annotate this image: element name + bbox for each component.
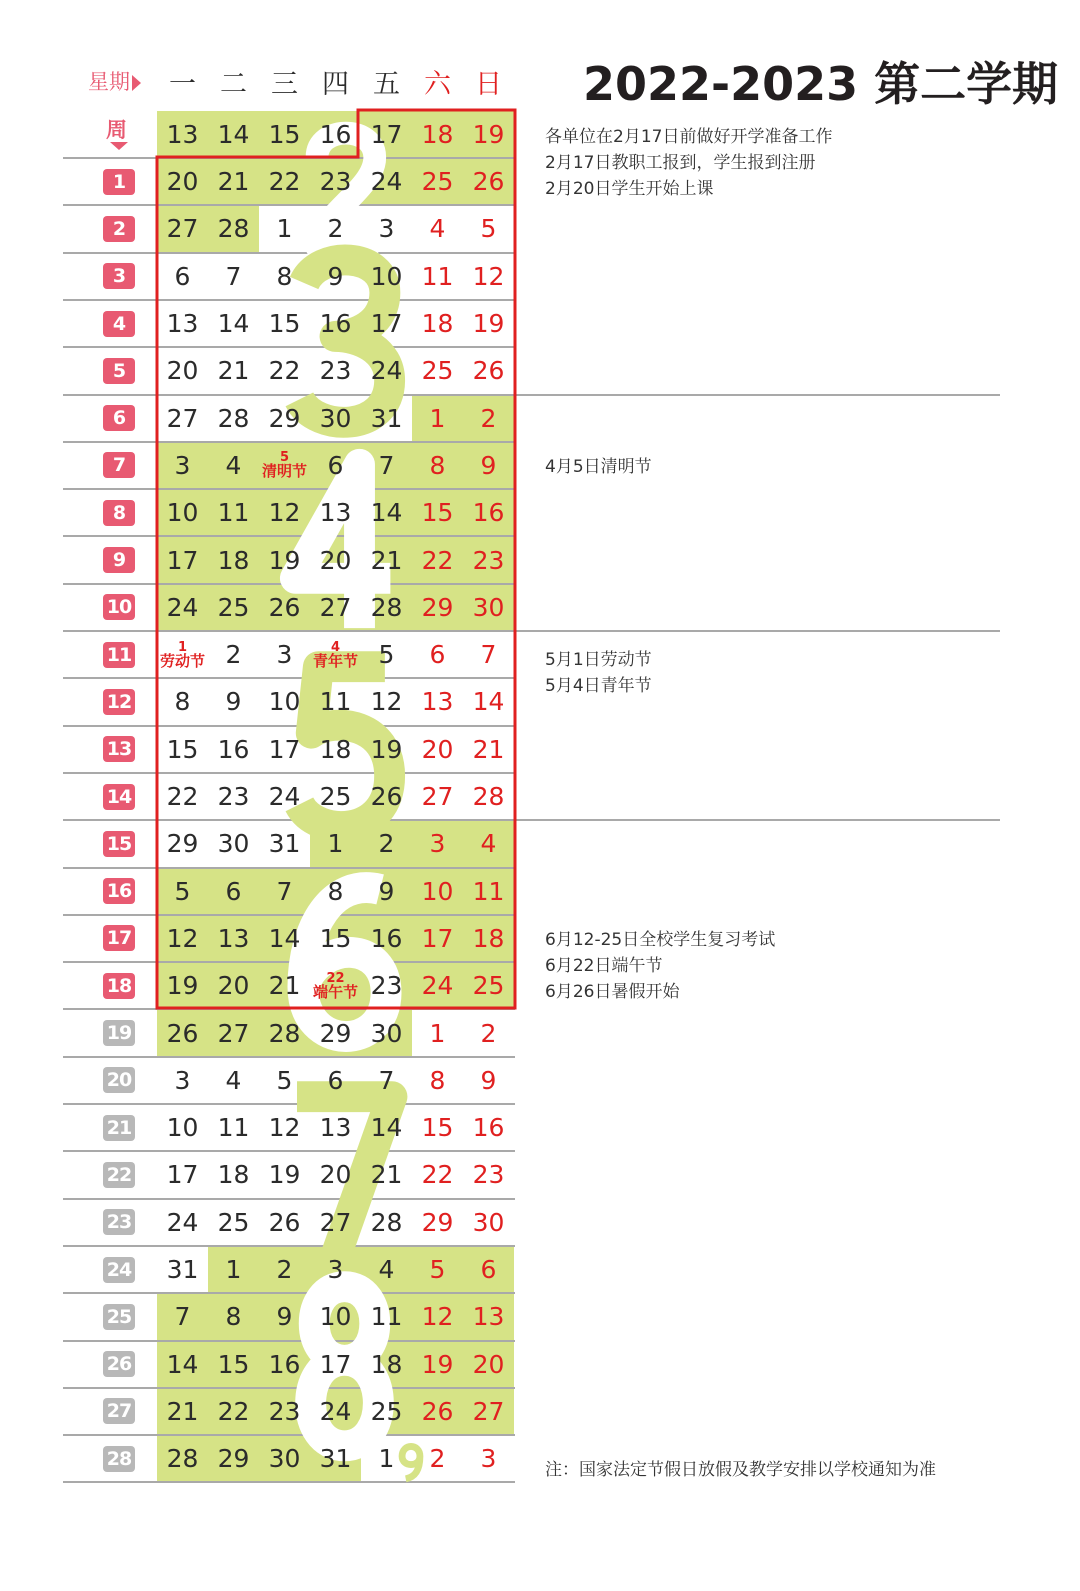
day-cell: 10 [166,498,199,528]
day-cell: 17 [268,734,301,764]
day-cell: 30 [319,403,352,433]
weekday-mon: 一 [169,69,196,100]
day-cell: 13 [319,498,352,528]
day-cell: 12 [370,687,403,717]
day-cell: 8 [276,261,293,291]
notes-may [545,647,652,699]
notes-apr [545,454,652,480]
day-cell: 10 [166,1113,199,1143]
footer-note: 注：国家法定节假日放假及教学安排以学校通知为准 [545,1460,936,1480]
day-cell: 5 [429,1255,446,1285]
weekday-thu: 四 [322,69,349,100]
day-cell: 29 [421,1207,454,1237]
day-cell: 25 [217,592,250,622]
day-cell: 20 [319,1160,352,1190]
day-cell: 10 [319,1302,352,1332]
week-number-badge: 17 [103,925,135,951]
holiday-day: 1 [177,639,188,655]
day-cell: 23 [472,1160,505,1190]
weekday-tue: 二 [220,69,247,100]
day-cell: 2 [429,1444,446,1474]
day-cell: 3 [276,640,293,670]
page-title: 2022-2023 第二学期 [583,57,1059,111]
day-cell: 17 [166,1160,199,1190]
day-cell: 3 [429,829,446,859]
day-cell: 30 [217,829,250,859]
day-cell: 3 [174,450,191,480]
day-cell: 9 [480,450,497,480]
day-cell: 5 [276,1065,293,1095]
day-cell: 19 [166,971,199,1001]
day-cell: 29 [217,1444,250,1474]
weekday-wed: 三 [271,69,298,100]
day-cell: 10 [370,261,403,291]
holiday-day: 4 [330,639,341,655]
day-cell: 15 [421,1113,454,1143]
weekday-sat: 六 [424,69,451,100]
day-cell: 31 [166,1255,199,1285]
day-cell: 19 [421,1349,454,1379]
day-cell: 8 [174,687,191,717]
day-cell: 7 [378,1065,395,1095]
day-cell: 13 [319,1113,352,1143]
day-cell: 1 [327,829,344,859]
day-cell: 28 [217,214,250,244]
week-number-badge: 25 [103,1304,135,1330]
day-cell: 20 [166,356,199,386]
note-line: 2月17日教职工报到，学生报到注册 [545,153,816,173]
note-line: 各单位在2月17日前做好开学准备工作 [545,127,833,147]
week-number-badge: 13 [103,736,135,762]
day-cell: 21 [370,1160,403,1190]
day-cell: 6 [480,1255,497,1285]
day-cell: 3 [174,1065,191,1095]
day-cell: 17 [370,120,403,149]
day-cell: 16 [319,120,352,149]
day-cell: 28 [370,1207,403,1237]
day-cell: 21 [472,734,505,764]
day-cell: 18 [217,545,250,575]
day-cell: 10 [421,876,454,906]
day-cell: 20 [472,1349,505,1379]
day-cell: 13 [421,687,454,717]
triangle-down-icon [110,142,128,150]
day-cell: 4 [480,829,497,859]
day-cell: 26 [472,356,505,386]
note-line: 6月12-25日全校学生复习考试 [545,930,776,950]
day-cell: 19 [472,309,505,339]
day-cell: 4 [225,1065,242,1095]
day-cell: 9 [327,261,344,291]
day-cell: 6 [327,450,344,480]
week-number-badge: 22 [103,1162,135,1188]
day-cell: 20 [421,734,454,764]
day-cell: 19 [370,734,403,764]
day-cell: 4 [429,214,446,244]
day-cell: 14 [268,923,301,953]
day-cell: 14 [370,498,403,528]
day-cell: 18 [472,923,505,953]
day-cell: 25 [370,1396,403,1426]
note-line: 6月22日端午节 [545,956,663,976]
day-cell: 2 [327,214,344,244]
day-cell: 25 [472,971,505,1001]
day-cell: 15 [268,120,301,149]
day-cell: 13 [472,1302,505,1332]
week-number-badge: 21 [103,1115,135,1141]
day-cell: 6 [429,640,446,670]
day-cell: 15 [217,1349,250,1379]
day-cell: 13 [166,120,199,149]
day-cell: 9 [480,1065,497,1095]
day-cell: 17 [370,309,403,339]
day-cell: 21 [166,1396,199,1426]
holiday-cell [310,962,361,1009]
day-cell: 14 [166,1349,199,1379]
day-cell: 18 [421,120,454,149]
day-cell: 2 [480,1018,497,1048]
day-cell: 24 [319,1396,352,1426]
day-cell: 16 [217,734,250,764]
day-cell: 3 [327,1255,344,1285]
day-cell: 27 [319,592,352,622]
day-cell: 18 [319,734,352,764]
notes-feb [545,124,832,202]
weekday-fri: 五 [373,69,400,100]
holiday-cell [259,442,310,489]
note-line: 5月4日青年节 [545,676,652,696]
week-number-badge: 27 [103,1398,135,1424]
week-number-badge: 19 [103,1020,135,1046]
day-cell: 4 [225,450,242,480]
week-number-badge: 5 [103,358,135,384]
note-line: 5月1日劳动节 [545,650,652,670]
week-number-badge: 18 [103,973,135,999]
week-number-badge: 9 [103,547,135,573]
day-cell: 24 [166,1207,199,1237]
day-cell: 19 [268,1160,301,1190]
day-cell: 24 [370,167,403,197]
day-cell: 7 [378,450,395,480]
day-cell: 22 [268,167,301,197]
week-number-badge: 11 [103,642,135,668]
day-cell: 15 [421,498,454,528]
day-cell: 30 [472,592,505,622]
day-cell: 5 [480,214,497,244]
day-cell: 3 [480,1444,497,1474]
day-cell: 17 [421,923,454,953]
day-cell: 25 [319,782,352,812]
day-cell: 26 [472,167,505,197]
day-cell: 30 [370,1018,403,1048]
day-cell: 16 [472,1113,505,1143]
day-cell: 30 [268,1444,301,1474]
day-cell: 1 [429,1018,446,1048]
day-cell: 28 [217,403,250,433]
day-cell: 2 [378,829,395,859]
day-cell: 26 [268,592,301,622]
day-cell: 27 [472,1396,505,1426]
day-cell: 17 [319,1349,352,1379]
day-cell: 11 [217,1113,250,1143]
day-cell: 17 [166,545,199,575]
holiday-day: 22 [326,970,345,986]
day-cell: 14 [217,309,250,339]
day-cell: 8 [429,1065,446,1095]
day-cell: 21 [370,545,403,575]
week-number-badge: 16 [103,878,135,904]
day-cell: 24 [421,971,454,1001]
day-cell: 22 [268,356,301,386]
day-cell: 20 [217,971,250,1001]
day-cell: 11 [319,687,352,717]
day-cell: 10 [268,687,301,717]
holiday-name: 劳动节 [159,651,205,670]
day-cell: 7 [225,261,242,291]
day-cell: 8 [225,1302,242,1332]
day-cell: 31 [268,829,301,859]
day-cell: 21 [217,356,250,386]
day-cell: 5 [378,640,395,670]
day-cell: 22 [217,1396,250,1426]
day-cell: 25 [421,356,454,386]
week-number-badge: 8 [103,500,135,526]
day-cell: 7 [480,640,497,670]
day-cell: 9 [276,1302,293,1332]
day-cell: 14 [472,687,505,717]
day-cell: 29 [421,592,454,622]
day-cell: 9 [378,876,395,906]
week-number-badge: 3 [103,263,135,289]
day-cell: 7 [174,1302,191,1332]
day-cell: 25 [421,167,454,197]
week-column-label: 周 [106,118,127,142]
holiday-cell [310,631,361,678]
day-cell: 30 [472,1207,505,1237]
weekday-label [88,66,141,96]
day-cell: 9 [225,687,242,717]
day-cell: 23 [472,545,505,575]
day-cell: 15 [166,734,199,764]
day-cell: 12 [421,1302,454,1332]
day-cell: 2 [276,1255,293,1285]
day-cell: 2 [480,403,497,433]
day-cell: 23 [217,782,250,812]
day-cell: 28 [268,1018,301,1048]
holiday-name: 端午节 [312,982,358,1001]
day-cell: 1 [378,1444,395,1474]
day-cell: 27 [217,1018,250,1048]
week-number-badge: 6 [103,405,135,431]
day-cell: 29 [166,829,199,859]
day-cell: 13 [217,923,250,953]
day-cell: 23 [319,167,352,197]
day-cell: 12 [472,261,505,291]
day-cell: 7 [276,876,293,906]
week-number-badge: 23 [103,1209,135,1235]
day-cell: 12 [268,498,301,528]
day-cell: 25 [217,1207,250,1237]
day-cell: 16 [319,309,352,339]
day-cell: 1 [429,403,446,433]
day-cell: 1 [225,1255,242,1285]
day-cell: 8 [429,450,446,480]
week-number-badge: 12 [103,689,135,715]
day-cell: 23 [370,971,403,1001]
holiday-name: 青年节 [312,651,358,670]
day-cell: 14 [370,1113,403,1143]
day-cell: 4 [378,1255,395,1285]
day-cell: 23 [319,356,352,386]
day-cell: 18 [217,1160,250,1190]
notes-jun [545,927,775,1005]
day-cell: 27 [319,1207,352,1237]
note-line: 4月5日清明节 [545,457,652,477]
day-cell: 19 [268,545,301,575]
day-cell: 23 [268,1396,301,1426]
day-cell: 15 [268,309,301,339]
day-cell: 1 [276,214,293,244]
week-number-badge: 4 [103,311,135,337]
day-cell: 20 [166,167,199,197]
day-cell: 16 [268,1349,301,1379]
day-cell: 3 [378,214,395,244]
week-number-badge: 7 [103,452,135,478]
note-line: 6月26日暑假开始 [545,982,680,1002]
day-cell: 28 [166,1444,199,1474]
holiday-cell [157,631,208,678]
day-cell: 26 [166,1018,199,1048]
day-cell: 22 [421,1160,454,1190]
week-number-badge: 20 [103,1067,135,1093]
day-cell: 20 [319,545,352,575]
day-cell: 28 [370,592,403,622]
day-cell: 22 [166,782,199,812]
day-cell: 11 [421,261,454,291]
week-number-badge: 14 [103,784,135,810]
day-cell: 16 [370,923,403,953]
week-number-badge: 1 [103,169,135,195]
day-cell: 16 [472,498,505,528]
week-number-badge: 2 [103,216,135,242]
day-cell: 6 [225,876,242,906]
day-cell: 15 [319,923,352,953]
day-cell: 14 [217,120,250,149]
day-cell: 31 [370,403,403,433]
day-cell: 12 [166,923,199,953]
day-cell: 8 [327,876,344,906]
day-cell: 5 [174,876,191,906]
day-cell: 28 [472,782,505,812]
week-number-badge: 15 [103,831,135,857]
note-line: 2月20日学生开始上课 [545,179,714,199]
day-cell: 24 [166,592,199,622]
day-cell: 18 [421,309,454,339]
day-cell: 19 [472,120,505,149]
day-cell: 6 [174,261,191,291]
weekday-label-text: 星期 [88,70,130,94]
day-cell: 31 [319,1444,352,1474]
day-cell: 26 [268,1207,301,1237]
day-cell: 29 [319,1018,352,1048]
day-cell: 26 [370,782,403,812]
day-cell: 21 [268,971,301,1001]
day-cell: 24 [370,356,403,386]
day-cell: 18 [370,1349,403,1379]
day-cell: 22 [421,545,454,575]
holiday-name: 清明节 [261,462,307,481]
weekday-sun: 日 [475,69,502,100]
day-cell: 27 [166,214,199,244]
day-cell: 6 [327,1065,344,1095]
week-number-badge: 28 [103,1446,135,1472]
day-cell: 21 [217,167,250,197]
day-cell: 12 [268,1113,301,1143]
day-cell: 11 [217,498,250,528]
day-cell: 24 [268,782,301,812]
day-cell: 29 [268,403,301,433]
day-cell: 11 [472,876,505,906]
triangle-right-icon [132,75,141,91]
day-cell: 26 [421,1396,454,1426]
holiday-day: 5 [279,450,290,466]
day-cell: 13 [166,309,199,339]
week-number-badge: 24 [103,1257,135,1283]
day-cell: 11 [370,1302,403,1332]
day-cell: 2 [225,640,242,670]
week-number-badge: 26 [103,1351,135,1377]
week-number-badge: 10 [103,594,135,620]
day-cell: 27 [166,403,199,433]
day-cell: 27 [421,782,454,812]
